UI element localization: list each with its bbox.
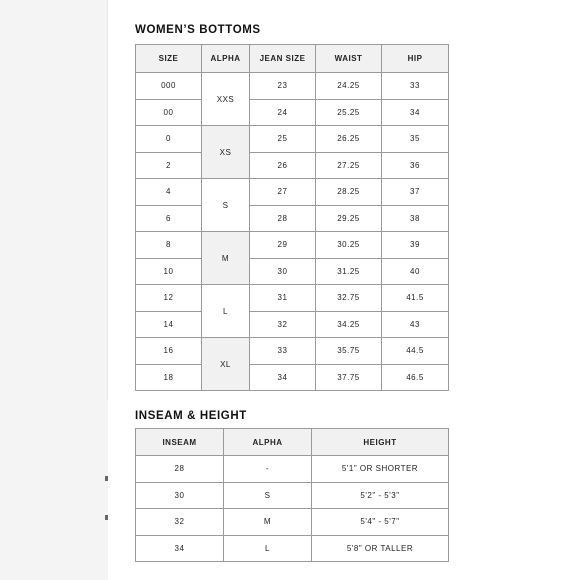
header-alpha: ALPHA [224, 429, 312, 456]
hip-cell: 33 [382, 73, 449, 100]
height-cell: 5'2" - 5'3" [312, 482, 449, 509]
edge-fragment [105, 476, 108, 481]
inseam-height-title: INSEAM & HEIGHT [135, 410, 247, 422]
womens-bottoms-table [135, 44, 449, 391]
hip-cell: 46.5 [382, 364, 449, 391]
size-cell: 14 [136, 311, 202, 338]
table-row [136, 179, 449, 206]
left-strip-edge [107, 0, 108, 400]
waist-cell: 31.25 [316, 258, 382, 285]
header-waist: WAIST [316, 45, 382, 73]
hip-cell: 35 [382, 126, 449, 153]
size-cell: 6 [136, 205, 202, 232]
table-row [136, 99, 449, 126]
header-inseam: INSEAM [136, 429, 224, 456]
jean-size-cell: 28 [250, 205, 316, 232]
table-header-row [136, 429, 449, 456]
header-size: SIZE [136, 45, 202, 73]
womens-bottoms-title: WOMEN’S BOTTOMS [135, 24, 261, 36]
jean-size-cell: 30 [250, 258, 316, 285]
size-cell: 0 [136, 126, 202, 153]
table-row [136, 509, 449, 536]
hip-cell: 34 [382, 99, 449, 126]
table-row [136, 205, 449, 232]
alpha-cell: M [224, 509, 312, 536]
jean-size-cell: 31 [250, 285, 316, 312]
hip-cell: 41.5 [382, 285, 449, 312]
left-margin-strip [0, 0, 108, 580]
alpha-cell: L [202, 285, 250, 338]
table-row [136, 482, 449, 509]
edge-fragment [105, 515, 108, 520]
header-height: HEIGHT [312, 429, 449, 456]
waist-cell: 32.75 [316, 285, 382, 312]
table-row [136, 73, 449, 100]
alpha-cell: XL [202, 338, 250, 391]
waist-cell: 34.25 [316, 311, 382, 338]
jean-size-cell: 24 [250, 99, 316, 126]
alpha-cell: XS [202, 126, 250, 179]
inseam-cell: 32 [136, 509, 224, 536]
waist-cell: 24.25 [316, 73, 382, 100]
waist-cell: 29.25 [316, 205, 382, 232]
inseam-cell: 34 [136, 535, 224, 562]
jean-size-cell: 29 [250, 232, 316, 259]
size-cell: 000 [136, 73, 202, 100]
table-row [136, 232, 449, 259]
table-row [136, 338, 449, 365]
jean-size-cell: 26 [250, 152, 316, 179]
alpha-cell: L [224, 535, 312, 562]
hip-cell: 44.5 [382, 338, 449, 365]
hip-cell: 40 [382, 258, 449, 285]
inseam-cell: 30 [136, 482, 224, 509]
size-cell: 18 [136, 364, 202, 391]
alpha-cell: S [202, 179, 250, 232]
inseam-cell: 28 [136, 456, 224, 483]
waist-cell: 27.25 [316, 152, 382, 179]
waist-cell: 30.25 [316, 232, 382, 259]
hip-cell: 38 [382, 205, 449, 232]
alpha-cell: S [224, 482, 312, 509]
hip-cell: 36 [382, 152, 449, 179]
alpha-cell: - [224, 456, 312, 483]
waist-cell: 35.75 [316, 338, 382, 365]
size-cell: 16 [136, 338, 202, 365]
jean-size-cell: 34 [250, 364, 316, 391]
alpha-cell: M [202, 232, 250, 285]
hip-cell: 37 [382, 179, 449, 206]
inseam-height-table [135, 428, 449, 562]
jean-size-cell: 33 [250, 338, 316, 365]
size-cell: 2 [136, 152, 202, 179]
hip-cell: 43 [382, 311, 449, 338]
table-header-row [136, 45, 449, 73]
waist-cell: 25.25 [316, 99, 382, 126]
size-cell: 4 [136, 179, 202, 206]
jean-size-cell: 23 [250, 73, 316, 100]
table-row [136, 364, 449, 391]
table-row [136, 152, 449, 179]
height-cell: 5'8" OR TALLER [312, 535, 449, 562]
table-row [136, 535, 449, 562]
size-cell: 8 [136, 232, 202, 259]
table-row [136, 126, 449, 153]
table-row [136, 258, 449, 285]
header-jean-size: JEAN SIZE [250, 45, 316, 73]
hip-cell: 39 [382, 232, 449, 259]
size-cell: 12 [136, 285, 202, 312]
header-hip: HIP [382, 45, 449, 73]
jean-size-cell: 32 [250, 311, 316, 338]
table-row [136, 456, 449, 483]
height-cell: 5'1" OR SHORTER [312, 456, 449, 483]
header-alpha: ALPHA [202, 45, 250, 73]
jean-size-cell: 25 [250, 126, 316, 153]
waist-cell: 28.25 [316, 179, 382, 206]
table-row [136, 285, 449, 312]
alpha-cell: XXS [202, 73, 250, 126]
waist-cell: 37.75 [316, 364, 382, 391]
size-cell: 00 [136, 99, 202, 126]
height-cell: 5'4" - 5'7" [312, 509, 449, 536]
waist-cell: 26.25 [316, 126, 382, 153]
table-row [136, 311, 449, 338]
jean-size-cell: 27 [250, 179, 316, 206]
size-cell: 10 [136, 258, 202, 285]
